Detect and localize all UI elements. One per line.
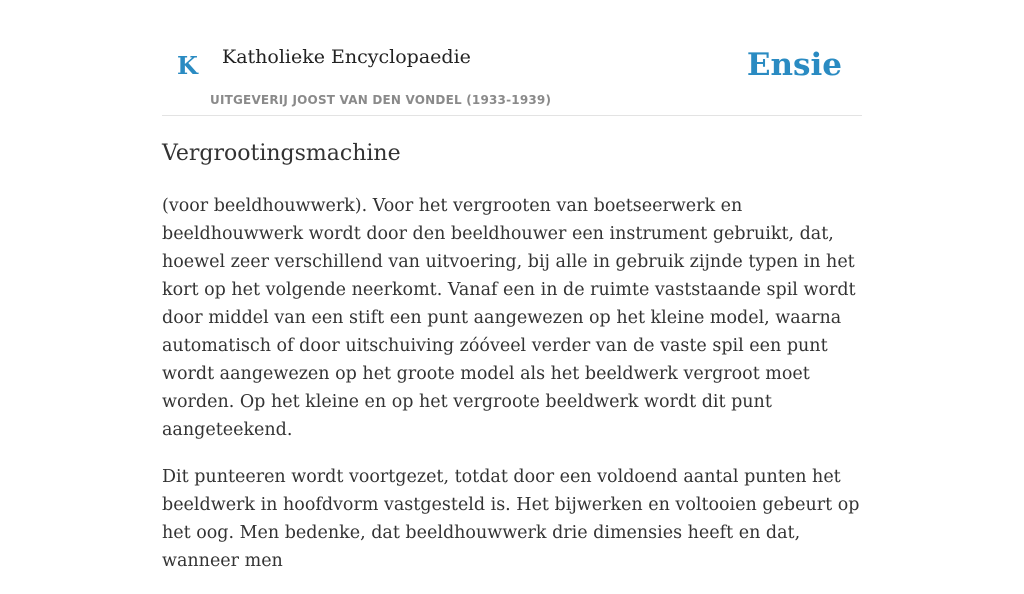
article-paragraph: Dit punteeren wordt voortgezet, totdat door een voldoend aantal punten het beeldwerk in hoofdvorm vastgesteld is. Het bijwerken en voltooien gebeurt op het oog. Men bedenke, dat beeldhouwwerk drie dimensies heeft en dat, wanneer men [162,467,860,571]
site-header [162,0,862,116]
article-body [162,192,872,594]
article-paragraph: (voor beeldhouwwerk). Voor het vergrooten van boetseerwerk en beeldhouwwerk wordt door den beeldhouwer een instrument gebruikt, dat, hoewel zeer verschillend van uitvoering, bij alle in gebruik zijnde typen in het kort op het volgende neerkomt. Vanaf een in de ruimte vaststaande spil wordt door middel van een stift een punt aangewezen op het kleine model, waarna automatisch of door uitschuiving zóóveel verder van de vaste spil een punt wordt aangewezen op het groote model als het beeldwerk vergroot moet worden. Op het kleine en op het vergroote beeldwerk wordt dit punt aangeteekend. [162,196,856,440]
article-title: Vergrootingsmachine [162,141,401,166]
site-name[interactable]: Katholieke Encyclopaedie [222,46,471,68]
ensie-brand-link[interactable]: Ensie [746,47,842,83]
publisher-label: UITGEVERIJ JOOST VAN DEN VONDEL (1933-1939) [210,93,552,107]
site-logo[interactable]: K [177,51,198,80]
